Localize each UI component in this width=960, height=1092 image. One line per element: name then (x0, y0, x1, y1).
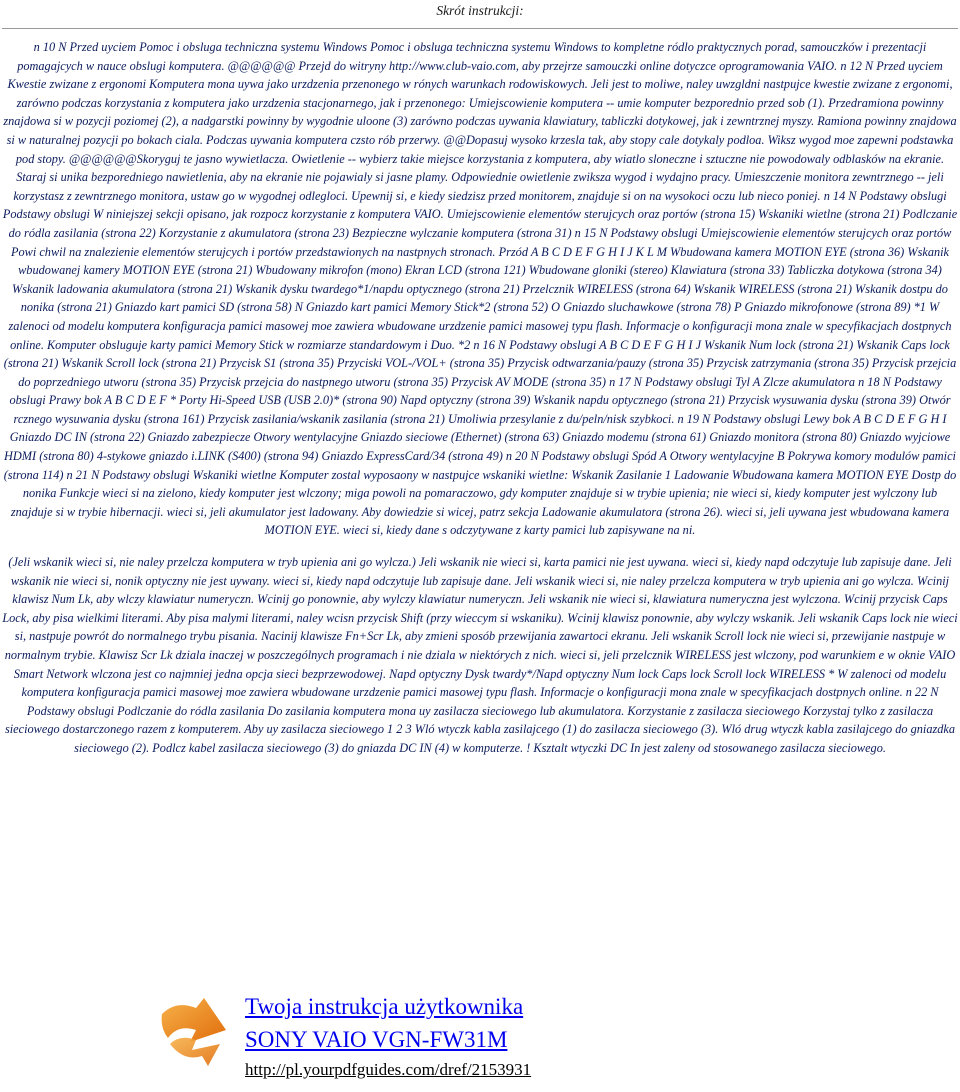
manual-url-link[interactable]: http://pl.yourpdfguides.com/dref/2153931 (245, 1060, 532, 1079)
manual-summary-text (2, 38, 958, 758)
manual-title-link[interactable]: Twoja instrukcja użytkownika (245, 994, 524, 1019)
footer (0, 992, 960, 1092)
product-model-link[interactable]: SONY VAIO VGN-FW31M (245, 1027, 508, 1052)
title-divider (2, 28, 958, 29)
arrow-logo-icon (156, 994, 234, 1068)
summary-paragraph-1: n 10 N Przed uyciem Pomoc i obsluga techniczna systemu Windows Pomoc i obsluga techniczna systemu Windows to kompletne ródlo praktycznych porad, samouczków i prezentacji pomagajcych w nauce obslugi komputera. @@@@@@ Przejd do witryny http://www.club-vaio.com, aby przejrze samouczki online dotyczce oprogramowania VAIO. n 12 N Przed uyciem Kwestie zwizane z ergonomi Komputera mona uywa jako urzdzenia przenonego w rónych warunkach rodowiskowych. Jeli jest to moliwe, naley uwzgldni nastpujce kwestie zwizane z ergonomi, zarówno podczas korzystania z komputera jako urzdzenia stacjonarnego, jak i przenonego: Umiejscowienie komputera -- umie komputer bezporednio przed sob (1). Przedramiona powinny znajdowa si w pozycji poziomej (2), a nadgarstki powinny by wygodnie uloone (3) zarówno podczas uywania klawiatury, tabliczki dotykowej, jak i zewntrznej myszy. Ramiona powinny znajdowa si w naturalnej pozycji po bokach ciala. Podczas uywania komputera czsto rób przerwy. @@Dopasuj wysoko krzesla tak, aby stopy cale dotykaly podloa. Wiksz wygod moe zapewni podstawka pod stopy. @@@@@@Skoryguj te jasno wywietlacza. Owietlenie -- wybierz takie miejsce korzystania z komputera, aby wiatlo sloneczne i sztuczne nie powodowaly odblasków na ekranie. Staraj si unika bezporedniego nawietlenia, aby na ekranie nie pojawialy si jasne plamy. Odpowiednie owietlenie zwiksza wygod i wydajno pracy. Umieszczenie monitora zewntrznego -- jeli korzystasz z zewntrznego monitora, ustaw go w wygodnej odlegloci. Upewnij si, e kiedy siedzisz przed monitorem, znajduje si on na wysokoci oczu lub nieco poniej. n 14 N Podstawy obslugi Podstawy obslugi W niniejszej sekcji opisano, jak rozpocz korzystanie z komputera VAIO. Umiejscowienie elementów sterujcych oraz portów (strona 15) Wskaniki wietlne (strona 21) Podlczanie do ródla zasilania (strona 22) Korzystanie z akumulatora (strona 23) Bezpieczne wylczanie komputera (strona 31) n 15 N Podstawy obslugi Umiejscowienie elementów sterujcych oraz portów Powi chwil na znalezienie elementów sterujcych i portów przedstawionych na nastpnych stronach. Przód A B C D E F G H I J K L M Wbudowana kamera MOTION EYE (strona 36) Wskanik wbudowanej kamery MOTION EYE (strona 21) Wbudowany mikrofon (mono) Ekran LCD (strona 121) Wbudowane gloniki (stereo) Klawiatura (strona 33) Tabliczka dotykowa (strona 34) Wskanik ladowania akumulatora (strona 21) Wskanik dysku twardego*1/napdu optycznego (strona 21) Przelcznik WIRELESS (strona 64) Wskanik WIRELESS (strona 21) Wskanik dostpu do nonika (strona 21) Gniazdo kart pamici SD (strona 58) N Gniazdo kart pamici Memory Stick*2 (strona 52) O Gniazdo sluchawkowe (strona 78) P Gniazdo mikrofonowe (strona 89) *1 W zalenoci od modelu komputera konfiguracja pamici masowej moe zawiera wbudowane urzdzenie pamici masowej typu flash. Informacje o konfiguracji mona znale w specyfikacjach dostpnych online. Komputer obsluguje karty pamici Memory Stick w rozmiarze standardowym i Duo. *2 n 16 N Podstawy obslugi A B C D E F G H I J Wskanik Num lock (strona 21) Wskanik Caps lock (strona 21) Wskanik Scroll lock (strona 21) Przycisk S1 (strona 35) Przyciski VOL-/VOL+ (strona 35) Przycisk odtwarzania/pauzy (strona 35) Przycisk zatrzymania (strona 35) Przycisk przejcia do poprzedniego utworu (strona 35) Przycisk przejcia do nastpnego utworu (strona 35) Przycisk AV MODE (strona 35) n 17 N Podstawy obslugi Tyl A Zlcze akumulatora n 18 N Podstawy obslugi Prawy bok A B C D E F * Porty Hi-Speed USB (USB 2.0)* (strona 90) Napd optyczny (strona 39) Wskanik napdu optycznego (strona 21) Przycisk wysuwania dysku (strona 39) Otwór rcznego wysuwania dysku (strona 161) Przycisk zasilania/wskanik zasilania (strona 21) Umoliwia przesylanie z du/peln/nisk szybkoci. n 19 N Podstawy obslugi Lewy bok A B C D E F G H I Gniazdo DC IN (strona 22) Gniazdo zabezpiecze Otwory wentylacyjne Gniazdo sieciowe (Ethernet) (strona 63) Gniazdo modemu (strona 61) Gniazdo monitora (strona 80) Gniazdo wyjciowe HDMI (strona 80) 4-stykowe gniazdo i.LINK (S400) (strona 94) Gniazdo ExpressCard/34 (strona 49) n 20 N Podstawy obslugi Spód A Otwory wentylacyjne B Pokrywa komory modulów pamici (strona 114) n 21 N Podstawy obslugi Wskaniki wietlne Komputer zostal wyposaony w nastpujce wskaniki wietlne: Wskanik Zasilanie 1 Ladowanie Wbudowana kamera MOTION EYE Dostp do nonika Funkcje wieci si na zielono, kiedy komputer jest wlczony; miga powoli na pomaraczowo, gdy komputer znajduje si w trybie upienia; nie wieci si, kiedy komputer jest wylczony lub znajduje si w trybie hibernacji. wieci si, jeli akumulator jest ladowany. Aby dowiedzie si wicej, patrz sekcja Ladowanie akumulatora (strona 26). wieci si, jeli uywana jest wbudowana kamera MOTION EYE. wieci si, kiedy dane s odczytywane z karty pamici lub zapisywane na ni. (2, 40, 958, 538)
page-title: Skrót instrukcji: (436, 3, 524, 18)
summary-paragraph-2: (Jeli wskanik wieci si, nie naley przelcza komputera w tryb upienia ani go wylcza.) Jeli wskanik nie wieci si, karta pamici nie jest uywana. wieci si, kiedy napd odczytuje lub zapisuje dane. Jeli wskanik nie wieci si, nonik optyczny nie jest uywany. wieci si, kiedy napd odczytuje lub zapisuje dane. Jeli wskanik wieci si, nie naley przelcza komputera w tryb upienia ani go wylcza. Wcinij klawisz Num Lk, aby wlczy klawiatur numeryczn. Wcinij go ponownie, aby wylczy klawiatur numeryczn. Jeli wskanik nie wieci si, klawiatura numeryczna jest wylczona. Wcinij przycisk Caps Lock, aby pisa wielkimi literami. Aby pisa malymi literami, naley wcisn przycisk Shift (przy wieccym si wskaniku). Wcinij klawisz ponownie, aby wylczy wskanik. Jeli wskanik Caps lock nie wieci si, nastpuje powrót do normalnego trybu pisania. Nacinij klawisze Fn+Scr Lk, aby zmieni sposób przewijania zawartoci ekranu. Jeli wskanik Scroll lock nie wieci si, przewijanie nastpuje w normalnym trybie. Klawisz Scr Lk dziala inaczej w poszczególnych programach i nie dziala w niektórych z nich. wieci si, jeli przelcznik WIRELESS jest wlczony, pod warunkiem e w oknie VAIO Smart Network wlczona jest co najmniej jedna opcja sieci bezprzewodowej. Napd optyczny Dysk twardy*/Napd optyczny Num lock Caps lock Scroll lock WIRELESS * W zalenoci od modelu komputera konfiguracja pamici masowej moe zawiera wbudowane urzdzenie pamici masowej typu flash. Informacje o konfiguracji mona znale w specyfikacjach dostpnych online. n 22 N Podstawy obslugi Podlczanie do ródla zasilania Do zasilania komputera mona uy zasilacza sieciowego lub akumulatora. Korzystanie z zasilacza sieciowego Korzystaj tylko z zasilacza sieciowego dostarczonego razem z komputerem. Aby uy zasilacza sieciowego 1 2 3 Wló wtyczk kabla zasilajcego (1) do zasilacza sieciowego (3). Wló drug wtyczk kabla zasilajcego do gniazdka sieciowego (2). Podlcz kabel zasilacza sieciowego (3) do gniazda DC IN (4) w komputerze. ! Ksztalt wtyczki DC In jest zaleny od stosowanego zasilacza sieciowego. (2, 555, 958, 755)
